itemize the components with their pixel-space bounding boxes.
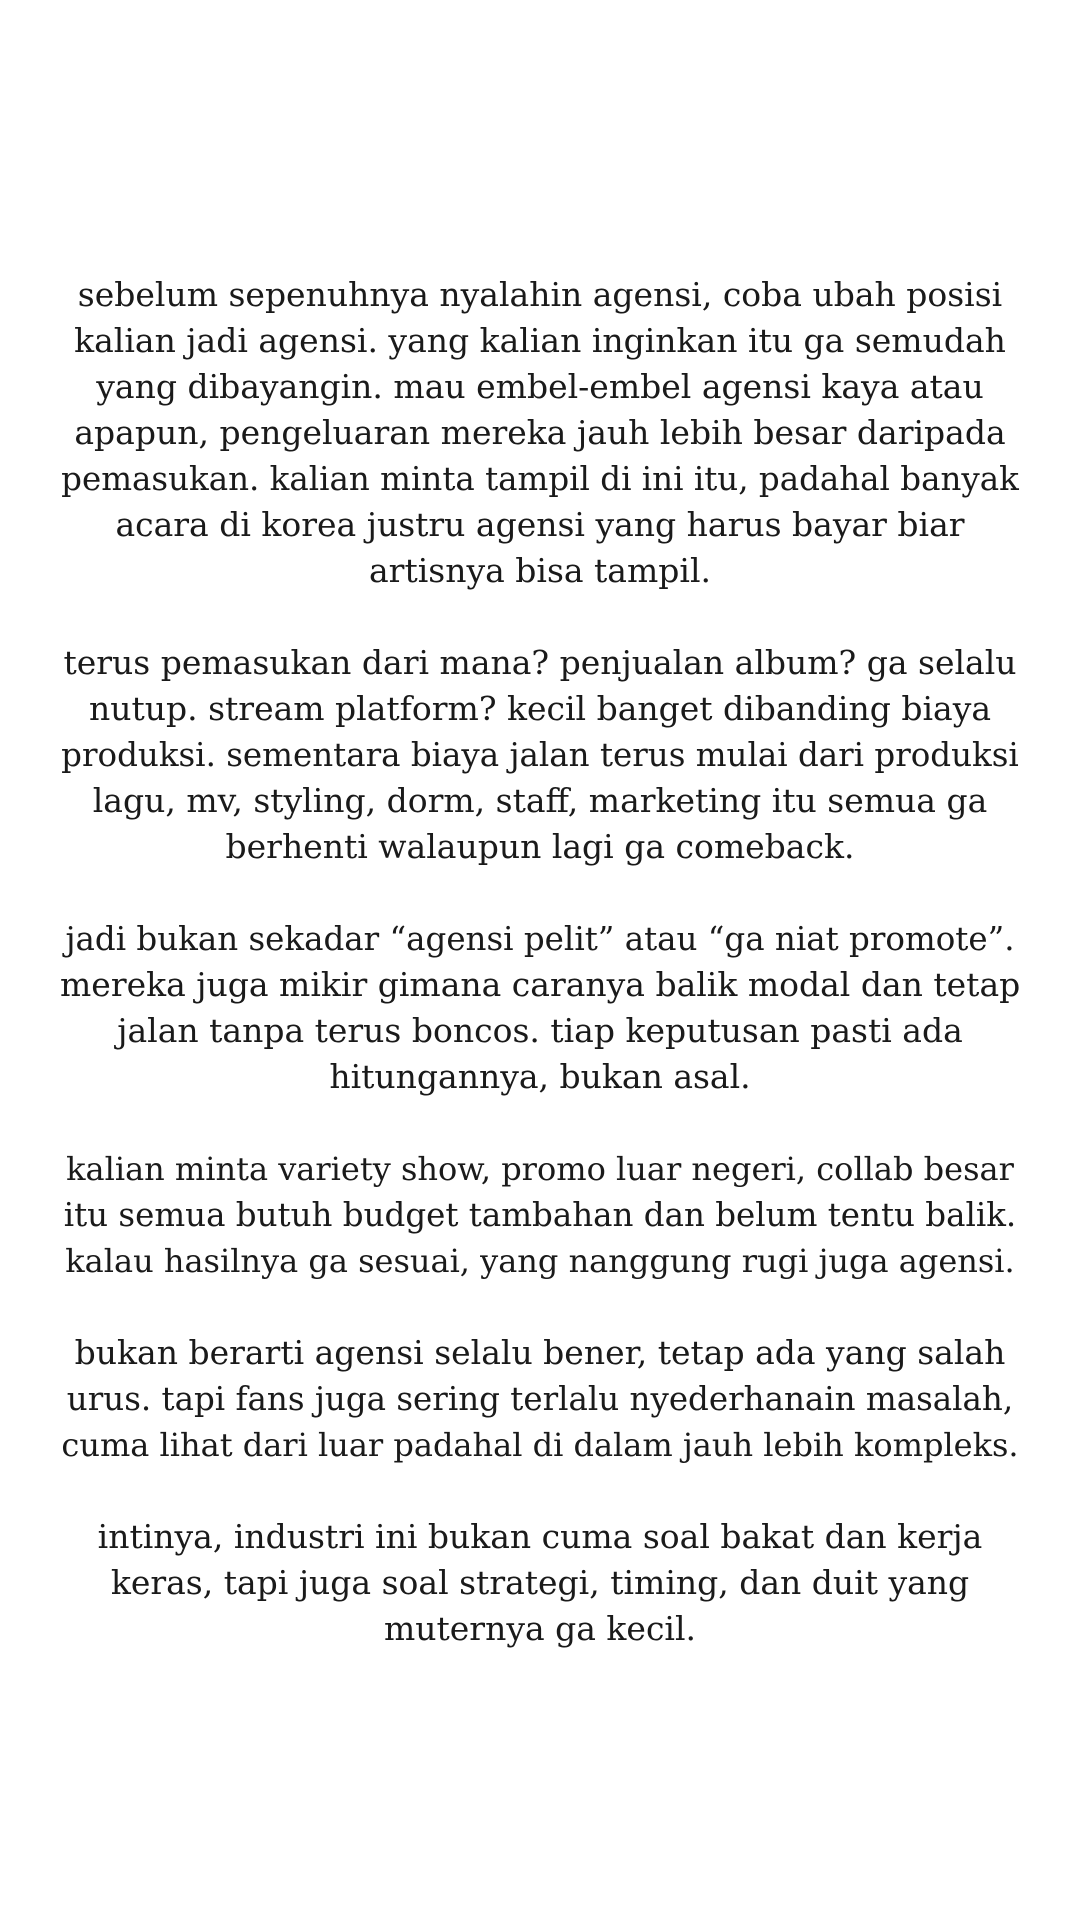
text-line: jadi bukan sekadar “agensi pelit” atau “ga niat promote”.	[65, 920, 1015, 958]
paragraph-2	[60, 640, 1020, 870]
text-line: apapun, pengeluaran mereka jauh lebih besar daripada	[74, 413, 1006, 452]
text-line: cuma lihat dari luar padahal di dalam jauh lebih kompleks.	[61, 1426, 1019, 1464]
text-line: kalian jadi agensi. yang kalian inginkan itu ga semudah	[74, 321, 1006, 360]
text-line: itu semua butuh budget tambahan dan belum tentu balik.	[63, 1196, 1017, 1234]
text-line: pemasukan. kalian minta tampil di ini itu, padahal banyak	[61, 460, 1019, 498]
paragraph-4	[60, 1146, 1020, 1284]
text-line: nutup. stream platform? kecil banget dibanding biaya	[88, 689, 992, 728]
text-line: hitungannya, bukan asal.	[329, 1057, 751, 1096]
text-line: sebelum sepenuhnya nyalahin agensi, coba ubah posisi	[77, 275, 1003, 314]
text-line: bukan berarti agensi selalu bener, tetap ada yang salah	[74, 1333, 1006, 1372]
paragraph-5	[60, 1330, 1020, 1468]
text-line: produksi. sementara biaya jalan terus mulai dari produksi	[61, 736, 1019, 774]
text-line: terus pemasukan dari mana? penjualan album? ga selalu	[63, 643, 1017, 682]
text-body	[60, 272, 1020, 1698]
text-line: berhenti walaupun lagi ga comeback.	[225, 827, 855, 866]
paragraph-1	[60, 272, 1020, 594]
text-line: lagu, mv, styling, dorm, staff, marketing itu semua ga	[92, 781, 988, 820]
text-line: kalian minta variety show, promo luar negeri, collab besar	[66, 1150, 1014, 1188]
text-line: muternya ga kecil.	[383, 1609, 697, 1648]
text-line: yang dibayangin. mau embel-embel agensi kaya atau	[96, 367, 984, 406]
paragraph-3	[60, 916, 1020, 1100]
text-line: jalan tanpa terus boncos. tiap keputusan pasti ada	[117, 1011, 963, 1050]
text-line: urus. tapi fans juga sering terlalu nyederhanain masalah,	[66, 1380, 1014, 1418]
text-line: keras, tapi juga soal strategi, timing, dan duit yang	[110, 1563, 970, 1602]
paragraph-6	[60, 1514, 1020, 1652]
text-line: mereka juga mikir gimana caranya balik modal dan tetap	[60, 965, 1021, 1004]
text-line: acara di korea justru agensi yang harus bayar biar	[115, 505, 965, 544]
text-line: kalau hasilnya ga sesuai, yang nanggung rugi juga agensi.	[65, 1242, 1015, 1280]
text-line: intinya, industri ini bukan cuma soal bakat dan kerja	[97, 1517, 983, 1556]
text-line: artisnya bisa tampil.	[369, 551, 711, 590]
